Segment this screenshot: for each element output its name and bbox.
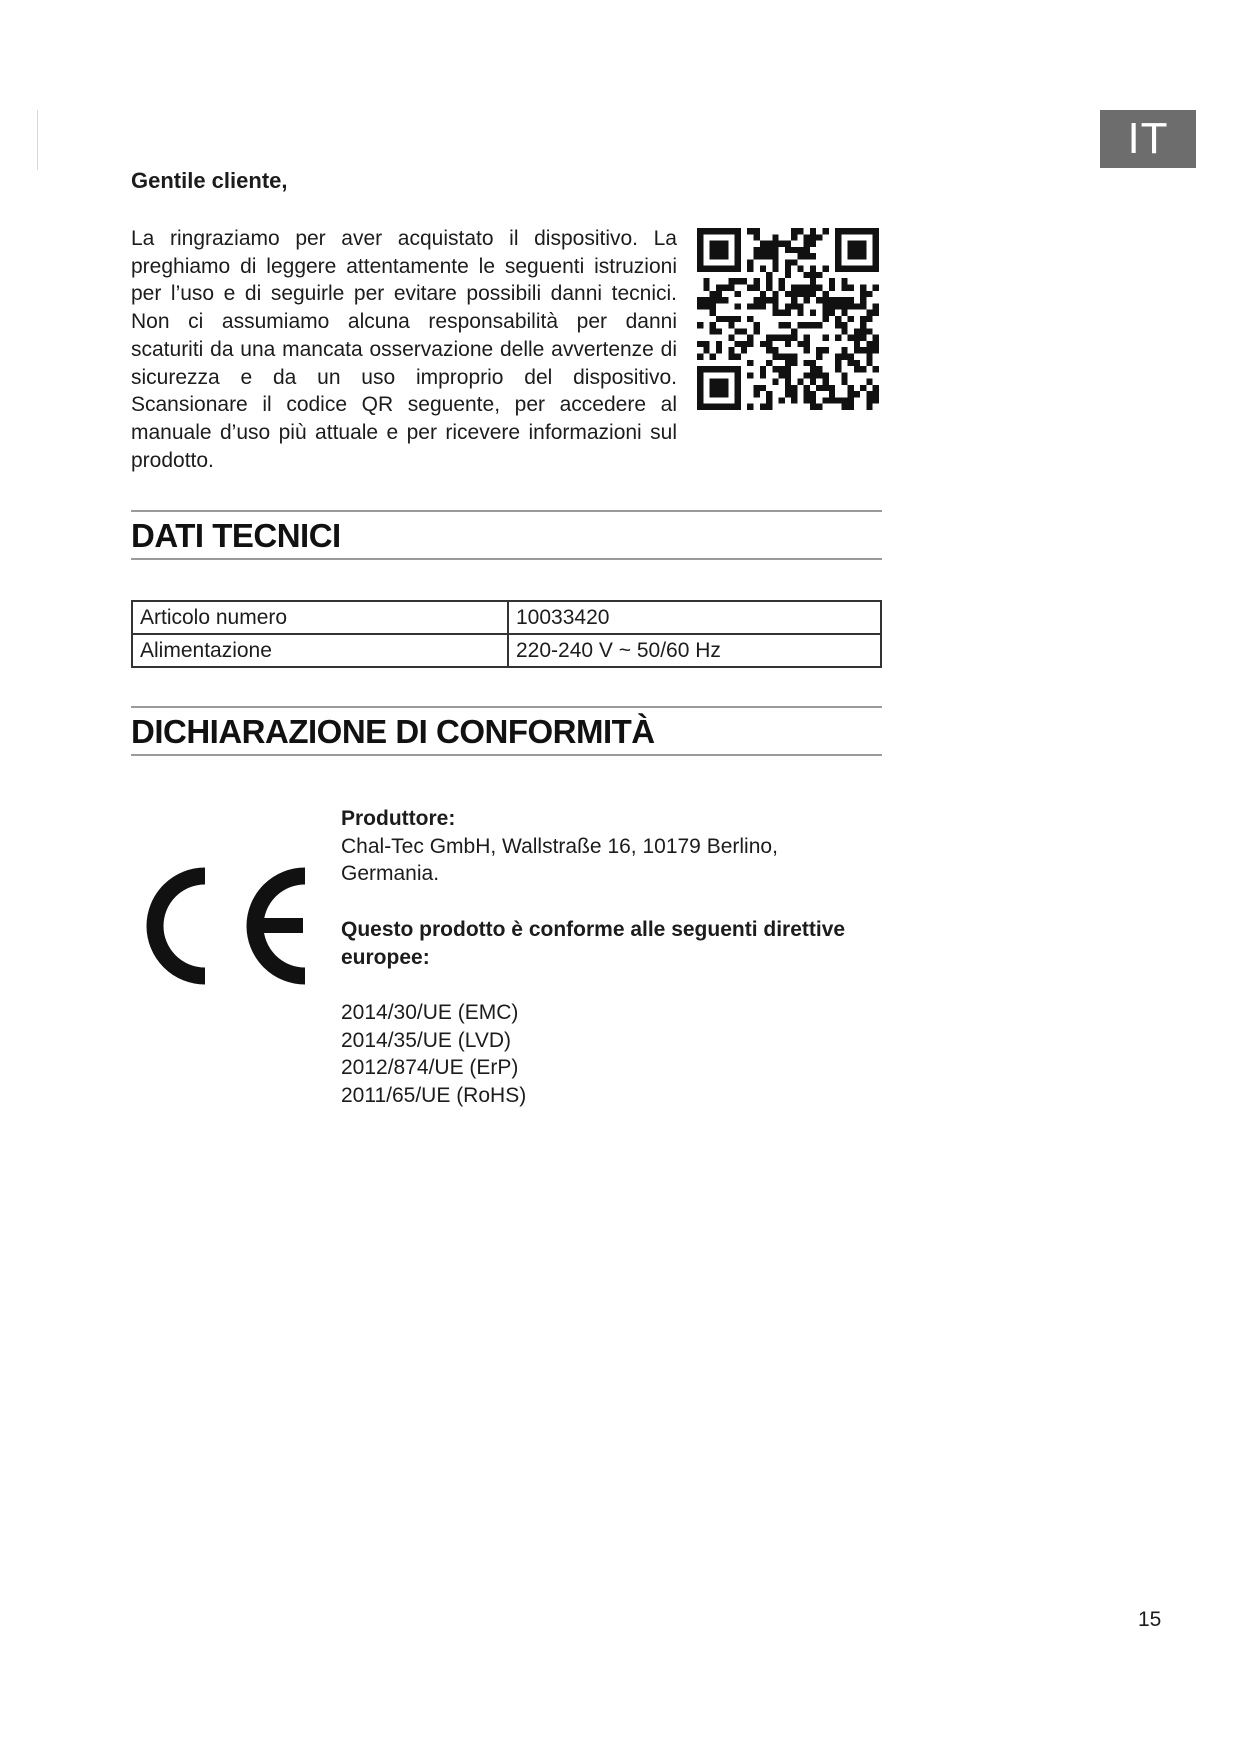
directive-item: 2011/65/UE (RoHS)	[341, 1084, 527, 1107]
tech-section-title: DATI TECNICI	[131, 517, 341, 554]
ce-mark-icon	[145, 866, 313, 986]
conformity-section-title: DICHIARAZIONE DI CONFORMITÀ	[131, 713, 655, 750]
table-row	[132, 634, 881, 667]
directive-item: 2014/30/UE (EMC)	[341, 1000, 519, 1024]
manufacturer-label: Produttore:	[341, 807, 456, 830]
margin-rule	[37, 110, 38, 170]
spec-label: Articolo numero	[132, 601, 508, 634]
spec-table	[131, 600, 882, 668]
qr-code-icon[interactable]	[697, 228, 879, 410]
conformity-text	[341, 805, 881, 1110]
greeting: Gentile cliente,	[131, 168, 288, 193]
language-badge: IT	[1100, 110, 1196, 168]
directive-item: 2014/35/UE (LVD)	[341, 1028, 512, 1052]
page-number: 15	[1138, 1608, 1162, 1631]
conformity-section-header	[131, 706, 882, 756]
manufacturer-address: Chal-Tec GmbH, Wallstraße 16, 10179 Berlino, Germania.	[341, 834, 778, 886]
tech-section-header	[131, 510, 882, 560]
spec-value: 220-240 V ~ 50/60 Hz	[508, 634, 881, 667]
spec-label: Alimentazione	[132, 634, 508, 667]
intro-paragraph: La ringraziamo per aver acquistato il dispositivo. La preghiamo di leggere attentamente le seguenti istruzioni per l’uso e di seguirle per evitare possibili danni tecnici. Non ci assumiamo alcuna responsabilità per danni scaturiti da una mancata osservazione delle avvertenze di sicurezza e da un uso improprio del dispositivo. Scansionare il codice QR seguente, per accedere al manuale d’uso più attuale e per ricevere informazioni sul prodotto.	[131, 227, 677, 472]
spec-value: 10033420	[508, 601, 881, 634]
table-row	[132, 601, 881, 634]
directive-item: 2012/874/UE (ErP)	[341, 1056, 519, 1080]
directives-heading: Questo prodotto è conforme alle seguenti direttive europee:	[341, 917, 846, 969]
